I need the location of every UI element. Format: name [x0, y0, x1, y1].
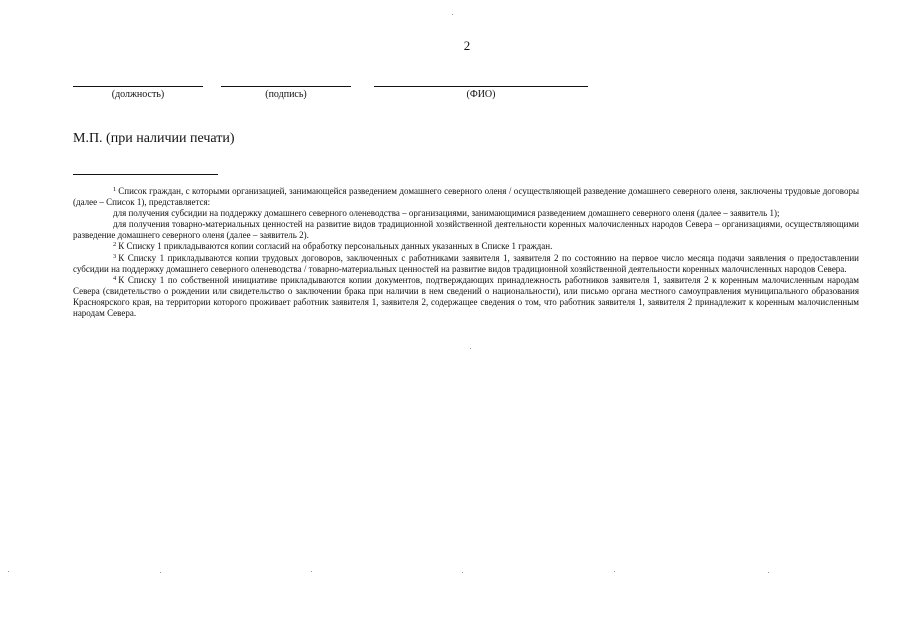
footnote-3 [73, 253, 859, 275]
footnote-mark: 3 [113, 252, 117, 260]
footnote-mark: 4 [113, 274, 117, 282]
footnote-text: К Списку 1 прикладываются копии трудовых договоров, заключенных с работниками заявителя 1, заявителя 2 по состоянию на первое число месяца подачи заявления о предоставлении субсидии на поддержку домашнего северного оленеводства / товарно-материальных ценностей на развитие видов традиционной хозяйственной деятельности коренных малочисленных народов Севера. [73, 252, 859, 274]
footnote-text: Список граждан, с которыми организацией, занимающейся разведением домашнего северного оленя / осуществляющей разведение домашнего северного оленя, заключены трудовые договоры (далее – Список 1), представляется: [73, 186, 859, 208]
scan-speck [470, 348, 471, 349]
page-number: 2 [463, 38, 471, 53]
position-field: (должность) [73, 86, 203, 100]
scan-speck [614, 571, 615, 572]
seal-note: М.П. (при наличии печати) [73, 131, 235, 146]
footnote-separator [73, 174, 218, 175]
fio-field: (ФИО) [374, 86, 588, 100]
footnote-1 [73, 186, 859, 208]
footnotes [73, 186, 859, 319]
footnote-1-item-2: для получения товарно-материальных ценностей на развитие видов традиционной хозяйственной деятельности коренных малочисленных народов Севера – организациями, осуществляющими разведение домашнего северного оленя (далее – заявитель 2). [73, 219, 859, 241]
scan-speck [160, 572, 161, 573]
footnote-2 [73, 241, 859, 252]
signature-row [0, 86, 904, 106]
footnote-1-item-1: для получения субсидии на поддержку домашнего северного оленеводства – организациями, занимающимися разведением домашнего северного оленя (далее – заявитель 1); [113, 208, 780, 219]
scan-speck [462, 572, 463, 573]
footnote-text: К Списку 1 по собственной инициативе прикладываются копии документов, подтверждающих принадлежность работников заявителя 1, заявителя 2 к коренным малочисленным народам Севера (свидетельство о рождении или свидетельство о заключении брака при наличии в нем сведений о национальности), или письмо органа местного самоуправления муниципального образования Красноярского края, на территории которого проживает работник заявителя 1, заявителя 2, содержащее сведения о том, что работник заявителя 1, заявителя 2 принадлежит к коренным малочисленным народам Севера. [73, 274, 859, 319]
footnote-text: К Списку 1 прикладываются копии согласий на обработку персональных данных указанных в Списке 1 граждан. [118, 241, 553, 252]
footnote-mark: 2 [113, 241, 117, 249]
scan-speck [8, 571, 9, 572]
scan-speck [311, 571, 312, 572]
footnote-mark: 1 [113, 186, 117, 193]
scan-speck [452, 14, 453, 15]
scan-speck [768, 572, 769, 573]
footnote-4 [73, 275, 859, 319]
signature-field: (подпись) [221, 86, 351, 100]
